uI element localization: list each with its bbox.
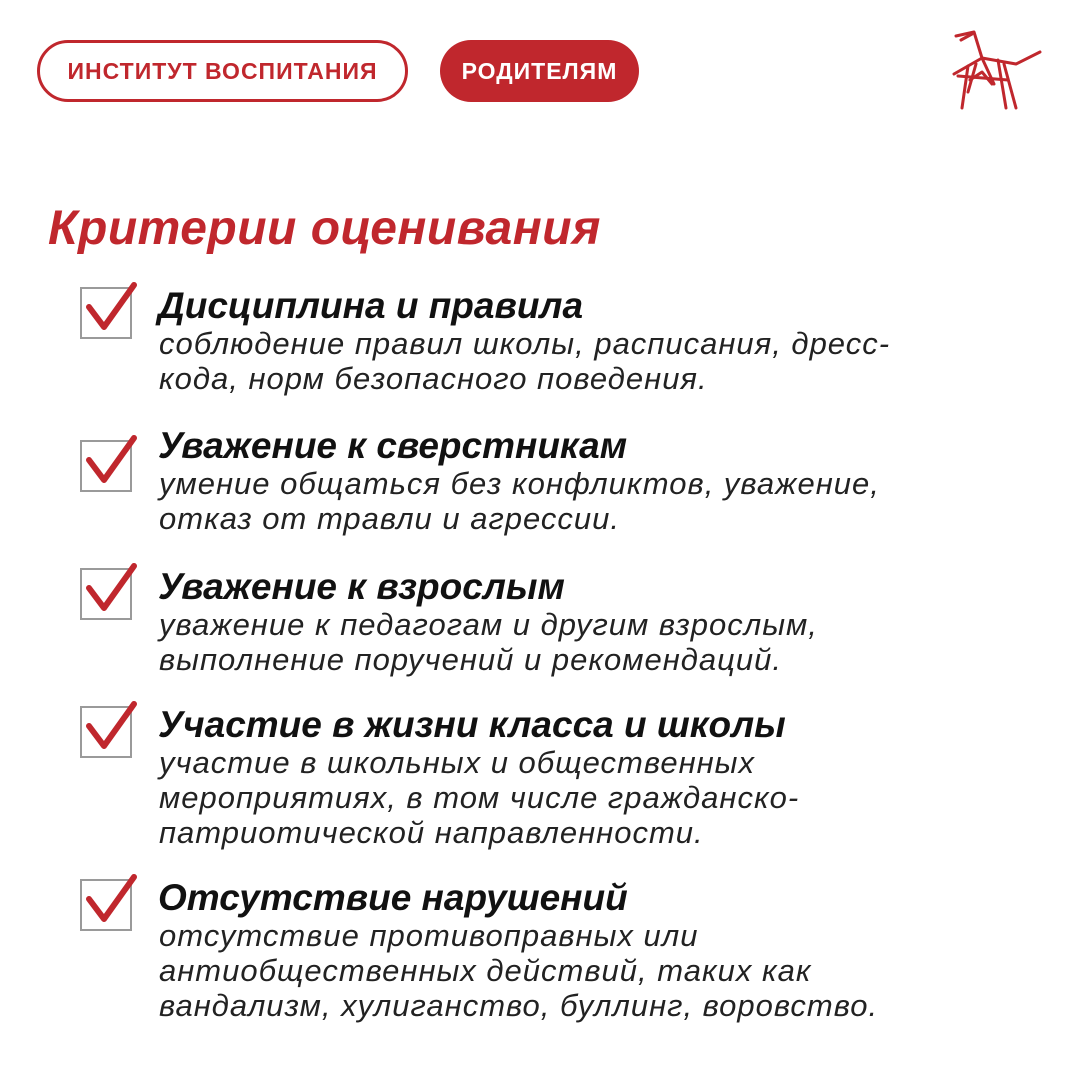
- criterion-checkbox[interactable]: [80, 568, 132, 620]
- criterion-title: Уважение к сверстникам: [158, 425, 628, 466]
- criterion-checkbox[interactable]: [80, 440, 132, 492]
- institute-badge-label: ИНСТИТУТ ВОСПИТАНИЯ: [67, 57, 378, 84]
- criterion-checkbox[interactable]: [80, 287, 132, 339]
- criterion-checkbox[interactable]: [80, 706, 132, 758]
- checkmark-icon: [86, 434, 140, 486]
- checkmark-icon: [86, 562, 140, 614]
- criterion-title: Дисциплина и правила: [158, 285, 584, 326]
- parents-badge[interactable]: [440, 40, 639, 102]
- chair-logo-icon: [948, 30, 1044, 112]
- criterion-checkbox[interactable]: [80, 879, 132, 931]
- criterion-title: Уважение к взрослым: [158, 566, 565, 607]
- criterion-description: соблюдение правил школы, расписания, дресс- кода, норм безопасного поведения.: [159, 326, 891, 396]
- section-title: Критерии оценивания: [48, 202, 601, 255]
- criterion-description: умение общаться без конфликтов, уважение, отказ от травли и агрессии.: [159, 466, 880, 536]
- criterion-description: отсутствие противоправных или антиобщественных действий, таких как вандализм, хулиганство, буллинг, воровство.: [159, 918, 879, 1023]
- checkmark-icon: [86, 281, 140, 333]
- checkmark-icon: [86, 700, 140, 752]
- criterion-description: участие в школьных и общественных мероприятиях, в том числе гражданско- патриотической направленности.: [159, 745, 800, 850]
- parents-badge-label: РОДИТЕЛЯМ: [461, 57, 618, 84]
- checkmark-icon: [86, 873, 140, 925]
- criterion-title: Отсутствие нарушений: [158, 877, 628, 918]
- criterion-title: Участие в жизни класса и школы: [158, 704, 786, 745]
- criterion-description: уважение к педагогам и другим взрослым, выполнение поручений и рекомендаций.: [159, 607, 818, 677]
- institute-badge[interactable]: [37, 40, 408, 102]
